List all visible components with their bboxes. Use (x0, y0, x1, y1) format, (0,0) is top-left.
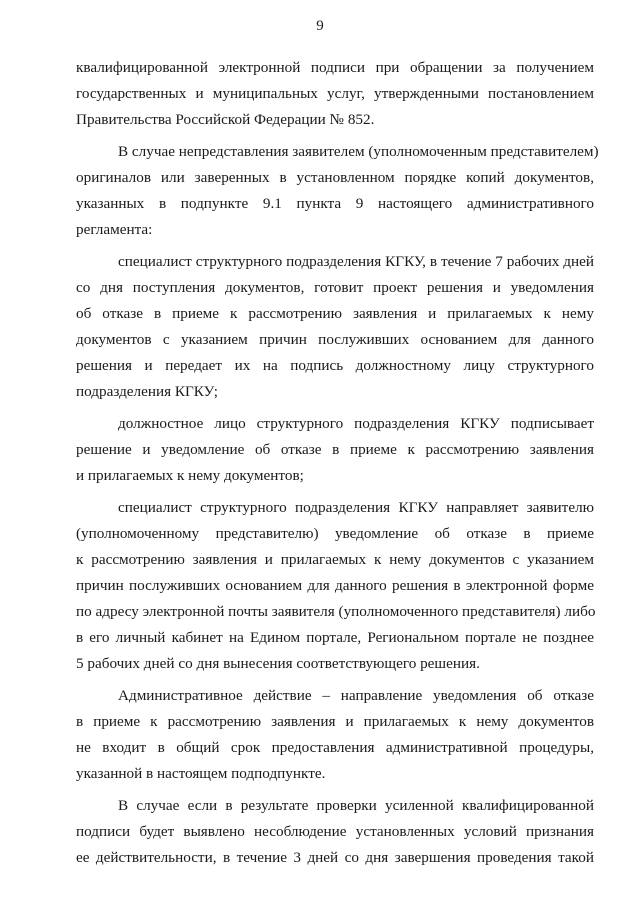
text-line: в его личный кабинет на Едином портале, Региональном портале не позднее (76, 629, 594, 646)
paragraph-signature-check (76, 793, 594, 871)
paragraph-signature-intro (76, 55, 594, 133)
text-line: специалист структурного подразделения КГКУ направляет заявителю (118, 499, 594, 516)
text-line: к рассмотрению заявления и прилагаемых к нему документов с указанием (76, 551, 594, 568)
text-line: решение и уведомление об отказе в приеме к рассмотрению заявления (76, 441, 594, 458)
text-line: и прилагаемых к нему документов; (76, 467, 304, 484)
text-line: по адресу электронной почты заявителя (уполномоченного представителя) либо (76, 603, 596, 620)
text-line: регламента: (76, 221, 153, 238)
text-line: Правительства Российской Федерации № 852. (76, 111, 375, 128)
text-line: квалифицированной электронной подписи при обращении за получением (76, 59, 594, 76)
text-line: 5 рабочих дней со дня вынесения соответствующего решения. (76, 655, 480, 672)
text-line: об отказе в приеме к рассмотрению заявления и прилагаемых к нему (76, 305, 594, 322)
text-line: должностное лицо структурного подразделения КГКУ подписывает (118, 415, 594, 432)
text-line: со дня поступления документов, готовит проект решения и уведомления (76, 279, 594, 296)
text-line: (уполномоченному представителю) уведомление об отказе в приеме (76, 525, 594, 542)
page-number: 9 (316, 18, 324, 34)
paragraph-specialist-prepares (76, 249, 594, 405)
text-line: документов с указанием причин послуживших основанием для данного (76, 331, 594, 348)
paragraph-official-signs (76, 411, 594, 489)
text-line: В случае непредставления заявителем (уполномоченным представителем) (118, 143, 599, 160)
paragraph-administrative-action (76, 683, 594, 787)
text-line: Административное действие – направление уведомления об отказе (118, 687, 594, 704)
text-line: государственных и муниципальных услуг, утвержденными постановлением (76, 85, 594, 102)
text-line: оригиналов или заверенных в установленном порядке копий документов, (76, 169, 594, 186)
text-line: подписи будет выявлено несоблюдение установленных условий признания (76, 823, 594, 840)
text-line: В случае если в результате проверки усиленной квалифицированной (118, 797, 594, 814)
text-line: в приеме к рассмотрению заявления и прилагаемых к нему документов (76, 713, 594, 730)
text-line: причин послуживших основанием для данного решения в электронной форме (76, 577, 594, 594)
text-line: указанных в подпункте 9.1 пункта 9 настоящего административного (76, 195, 594, 212)
text-line: не входит в общий срок предоставления административной процедуры, (76, 739, 594, 756)
text-line: подразделения КГКУ; (76, 383, 219, 400)
text-line: указанной в настоящем подподпункте. (76, 765, 326, 782)
document-body (76, 55, 599, 877)
text-line: решения и передает их на подпись должностному лицу структурного (76, 357, 594, 374)
paragraph-non-submission (76, 139, 599, 243)
paragraph-specialist-sends (76, 495, 594, 677)
text-line: специалист структурного подразделения КГКУ, в течение 7 рабочих дней (118, 253, 594, 270)
text-line: ее действительности, в течение 3 дней со дня завершения проведения такой (76, 849, 594, 866)
